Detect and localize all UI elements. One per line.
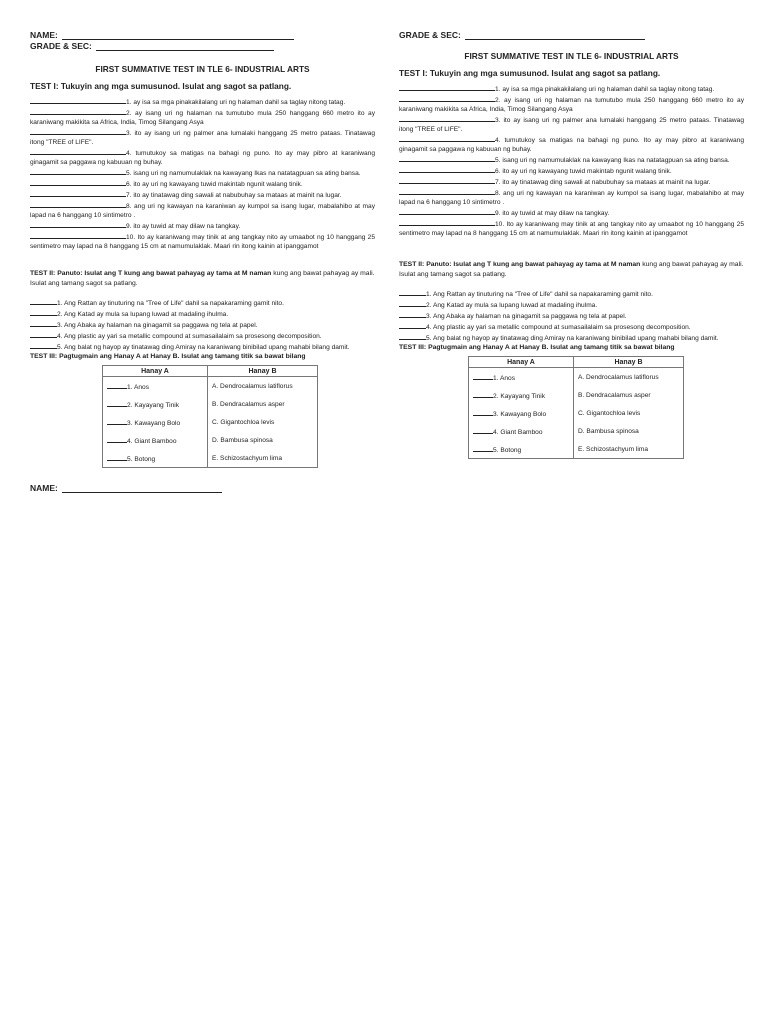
grade-line-right <box>465 30 645 40</box>
grade-label-right: GRADE & SEC: <box>399 30 461 40</box>
header-hanay-a: Hanay A <box>103 366 208 377</box>
test3-heading: TEST III: Pagtugmain ang Hanay A at Hanay B. Isulat ang tamang titik sa bawat bilang <box>30 353 306 360</box>
list-item: 1. ay isa sa mga pinakakilalang uri ng halaman dahil sa taglay nitong tatag. <box>399 83 744 94</box>
list-item: 1. Ang Rattan ay tinuturing na "Tree of Life" dahil sa napakaraming gamit nito. <box>399 288 744 299</box>
name-line <box>62 30 294 40</box>
list-item: 8. ang uri ng kawayan na karaniwan ay kumpol sa isang lugar, mabalahibo at may lapad na 6 hanggang 10 sintimetro . <box>30 200 375 220</box>
table-row: 3. Kawayang Bolo C. Gigantochloa levis <box>103 413 318 431</box>
list-item: 3. Ang Abaka ay halaman na ginagamit sa paggawa ng tela at papel. <box>399 310 744 321</box>
header-hanay-b: Hanay B <box>574 357 684 368</box>
test1-heading-right: TEST I: Tukuyin ang mga sumusunod. Isulat ang sagot sa patlang. <box>399 68 661 78</box>
test2-list-right <box>399 288 744 343</box>
table-row: 5. Botong E. Schizostachyum lima <box>103 449 318 468</box>
page-title: FIRST SUMMATIVE TEST IN TLE 6- INDUSTRIAL ARTS <box>95 64 310 74</box>
table-row: 1. Anos A. Dendrocalamus latiflorus <box>103 377 318 396</box>
table-row: 1. Anos A. Dendrocalamus latiflorus <box>469 368 684 387</box>
right-column <box>399 30 744 459</box>
list-item: 10. Ito ay karaniwang may tinik at ang tangkay nito ay umaabot ng 10 hanggang 25 sentimetro may lapad na 8 hanggang 15 cm at namumulaklak. Maari rin itong kainin at ipanggamot <box>30 231 375 251</box>
table-row: 2. Kayayang Tinik B. Dendracalamus asper <box>469 386 684 404</box>
list-item: 4. Ang plastic ay yari sa metallic compound at sumasailalaim sa prosesong decomposition. <box>399 321 744 332</box>
table-row: 5. Botong E. Schizostachyum lima <box>469 440 684 459</box>
list-item: 3. ito ay isang uri ng palmer ana lumalaki hanggang 25 metro pataas. Tinatawag itong "TREE of LIFE". <box>30 127 375 147</box>
name-label: NAME: <box>30 30 58 40</box>
list-item: 2. Ang Katad ay mula sa lupang luwad at madaling ihulma. <box>30 308 375 319</box>
table-row: 3. Kawayang Bolo C. Gigantochloa levis <box>469 404 684 422</box>
test1-list <box>30 96 375 251</box>
grade-line <box>96 41 274 51</box>
list-item: 7. ito ay tinatawag ding sawali at nabubuhay sa mataas at mainit na lugar. <box>30 189 375 200</box>
list-item: 2. ay isang uri ng halaman na tumutubo mula 250 hanggang 660 metro ito ay karaniwang makikita sa Africa, India, Timog Silangang Asya <box>399 94 744 114</box>
list-item: 4. tumutukoy sa matigas na bahagi ng puno. Ito ay may pibro at karaniwang ginagamit sa paggawa ng kabuuan ng buhay. <box>30 147 375 167</box>
list-item: 7. ito ay tinatawag ding sawali at nabubuhay sa mataas at mainit na lugar. <box>399 176 744 187</box>
list-item: 5. Ang balat ng hayop ay tinatawag ding Amiray na karaniwang binibilad upang mahabi bilang damit. <box>30 341 375 352</box>
list-item: 5. Ang balat ng hayop ay tinatawag ding Amiray na karaniwang binibilad upang mahabi bilang damit. <box>399 332 744 343</box>
list-item: 3. ito ay isang uri ng palmer ana lumalaki hanggang 25 metro pataas. Tinatawag itong "TREE of LIFE". <box>399 114 744 134</box>
list-item: 10. Ito ay karaniwang may tinik at ang tangkay nito ay umaabot ng 10 hanggang 25 sentimetro may lapad na 8 hanggang 15 cm at namumulaklak. Maari rin itong kainin at ipanggamot <box>399 218 744 238</box>
left-column <box>30 30 375 468</box>
list-item: 9. ito ay tuwid at may dilaw na tangkay. <box>30 220 375 231</box>
page-title-right: FIRST SUMMATIVE TEST IN TLE 6- INDUSTRIAL ARTS <box>464 51 679 61</box>
list-item: 6. ito ay uri ng kawayang tuwid makintab ngunit walang tinik. <box>30 178 375 189</box>
list-item: 5. isang uri ng namumulaklak na kawayang Ikas na natatagpuan sa ating bansa. <box>399 154 744 165</box>
name-row <box>30 30 375 40</box>
header-hanay-b: Hanay B <box>208 366 318 377</box>
list-item: 9. ito ay tuwid at may dilaw na tangkay. <box>399 207 744 218</box>
table-row: 4. Giant Bamboo D. Bambusa spinosa <box>103 431 318 449</box>
match-table-right <box>468 356 684 459</box>
list-item: 1. Ang Rattan ay tinuturing na "Tree of Life" dahil sa napakaraming gamit nito. <box>30 297 375 308</box>
header-hanay-a: Hanay A <box>469 357 574 368</box>
test1-list-right <box>399 83 744 238</box>
test2-heading: TEST II: Panuto: Isulat ang T kung ang bawat pahayag ay tama at M naman kung ang bawat pahayag ay mali. Isulat ang tamang sagot sa patlang. <box>30 270 375 287</box>
match-table <box>102 365 318 468</box>
list-item: 5. isang uri ng namumulaklak na kawayang Ikas na natatagpuan sa ating bansa. <box>30 167 375 178</box>
table-row: 2. Kayayang Tinik B. Dendracalamus asper <box>103 395 318 413</box>
list-item: 8. ang uri ng kawayan na karaniwan ay kumpol sa isang lugar, mabalahibo at may lapad na 6 hanggang 10 sintimetro . <box>399 187 744 207</box>
list-item: 1. ay isa sa mga pinakakilalang uri ng halaman dahil sa taglay nitong tatag. <box>30 96 375 107</box>
list-item: 4. Ang plastic ay yari sa metallic compound at sumasailalaim sa prosesong decomposition. <box>30 330 375 341</box>
test2-list <box>30 297 375 352</box>
test2-heading-right: TEST II: Panuto: Isulat ang T kung ang bawat pahayag ay tama at M naman kung ang bawat pahayag ay mali. Isulat ang tamang sagot sa patlang. <box>399 261 744 278</box>
test1-heading: TEST I: Tukuyin ang mga sumusunod. Isulat ang sagot sa patlang. <box>30 81 292 91</box>
grade-row <box>30 41 375 51</box>
table-row: 4. Giant Bamboo D. Bambusa spinosa <box>469 422 684 440</box>
grade-label: GRADE & SEC: <box>30 41 92 51</box>
name-line-2 <box>62 483 222 493</box>
list-item: 2. Ang Katad ay mula sa lupang luwad at madaling ihulma. <box>399 299 744 310</box>
name-label-2: NAME: <box>30 483 58 493</box>
test3-heading-right: TEST III: Pagtugmain ang Hanay A at Hanay B. Isulat ang tamang titik sa bawat bilang <box>399 344 675 351</box>
list-item: 4. tumutukoy sa matigas na bahagi ng puno. Ito ay may pibro at karaniwang ginagamit sa paggawa ng kabuuan ng buhay. <box>399 134 744 154</box>
grade-row-right <box>399 30 744 40</box>
list-item: 6. ito ay uri ng kawayang tuwid makintab ngunit walang tinik. <box>399 165 744 176</box>
name-row-2 <box>30 483 222 493</box>
list-item: 3. Ang Abaka ay halaman na ginagamit sa paggawa ng tela at papel. <box>30 319 375 330</box>
list-item: 2. ay isang uri ng halaman na tumutubo mula 250 hanggang 660 metro ito ay karaniwang makikita sa Africa, India, Timog Silangang Asya <box>30 107 375 127</box>
